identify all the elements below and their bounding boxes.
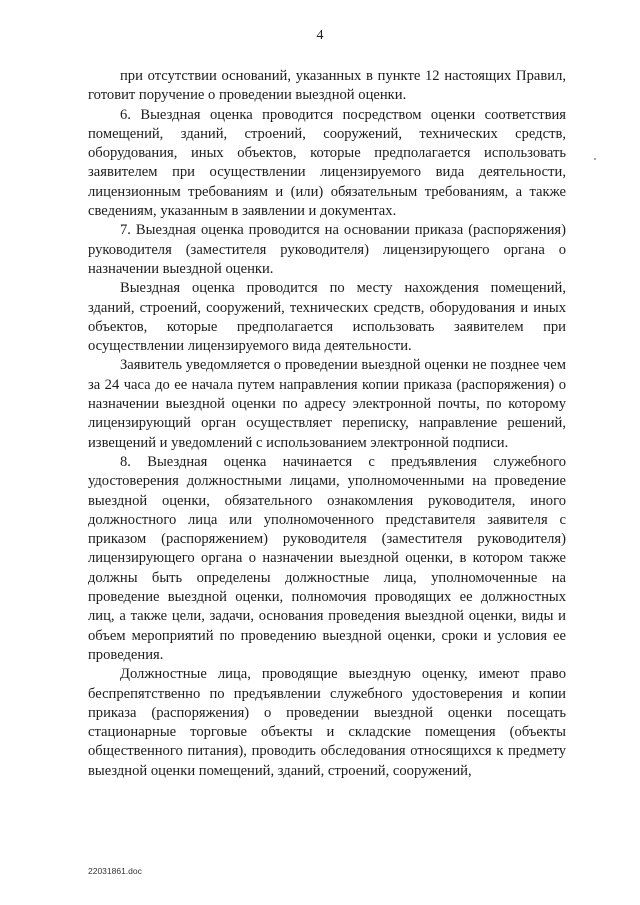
- paragraph-officials-rights: Должностные лица, проводящие выездную оценку, имеют право беспрепятственно по предъявлении служебного удостоверения и копии приказа (распоряжения) о проведении выездной оценки посещать стационарные торговые объекты и складские помещения (объекты общественного питания), проводить обследования относящихся к предмету выездной оценки помещений, зданий, строений, сооружений,: [88, 666, 566, 779]
- paragraph-continuation: при отсутствии оснований, указанных в пункте 12 настоящих Правил, готовит поручение о проведении выездной оценки.: [88, 68, 566, 104]
- paragraph-notification: Заявитель уведомляется о проведении выездной оценки не позднее чем за 24 часа до ее начала путем направления копии приказа (распоряжения) о назначении выездной оценки по адресу электронной почты, по которому лицензирующий орган осуществляет переписку, направление решений, извещений и уведомлений с использованием электронной подписи.: [88, 357, 566, 451]
- page-number: 4: [316, 28, 324, 43]
- paragraph-item-6: 6. Выездная оценка проводится посредством оценки соответствия помещений, зданий, строений, сооружений, технических средств, оборудования, иных объектов, которые предполагается использовать заявителем при осуществлении лицензируемого вида деятельности, лицензионным требованиям и (или) обязательным требованиям, а также сведениям, указанным в заявлении и документах.: [88, 106, 566, 220]
- paragraph-item-8: 8. Выездная оценка начинается с предъявления служебного удостоверения должностными лицами, уполномоченными на проведение выездной оценки, обязательного ознакомления руководителя, иного должностного лица или уполномоченного представителя заявителя с приказом (распоряжением) руководителя (заместителя руководителя) лицензирующего органа о назначении выездной оценки, в котором также должны быть определены должностные лица, уполномоченные на проведение выездной оценки, полномочия проводящих ее должностных лиц, а также цели, задачи, основания проведения выездной оценки, виды и объем мероприятий по проведению выездной оценки, сроки и условия ее проведения.: [88, 453, 566, 663]
- document-body: [88, 67, 566, 781]
- paragraph-item-7: 7. Выездная оценка проводится на основании приказа (распоряжения) руководителя (заместителя руководителя) лицензирующего органа о назначении выездной оценки.: [88, 222, 566, 277]
- scan-dot: [594, 158, 596, 160]
- footer-filename: 22031861.doc: [88, 866, 142, 876]
- paragraph-location: Выездная оценка проводится по месту нахождения помещений, зданий, строений, сооружений, технических средств, оборудования и иных объектов, которые предполагается использовать заявителем при осуществлении лицензируемого вида деятельности.: [88, 280, 566, 355]
